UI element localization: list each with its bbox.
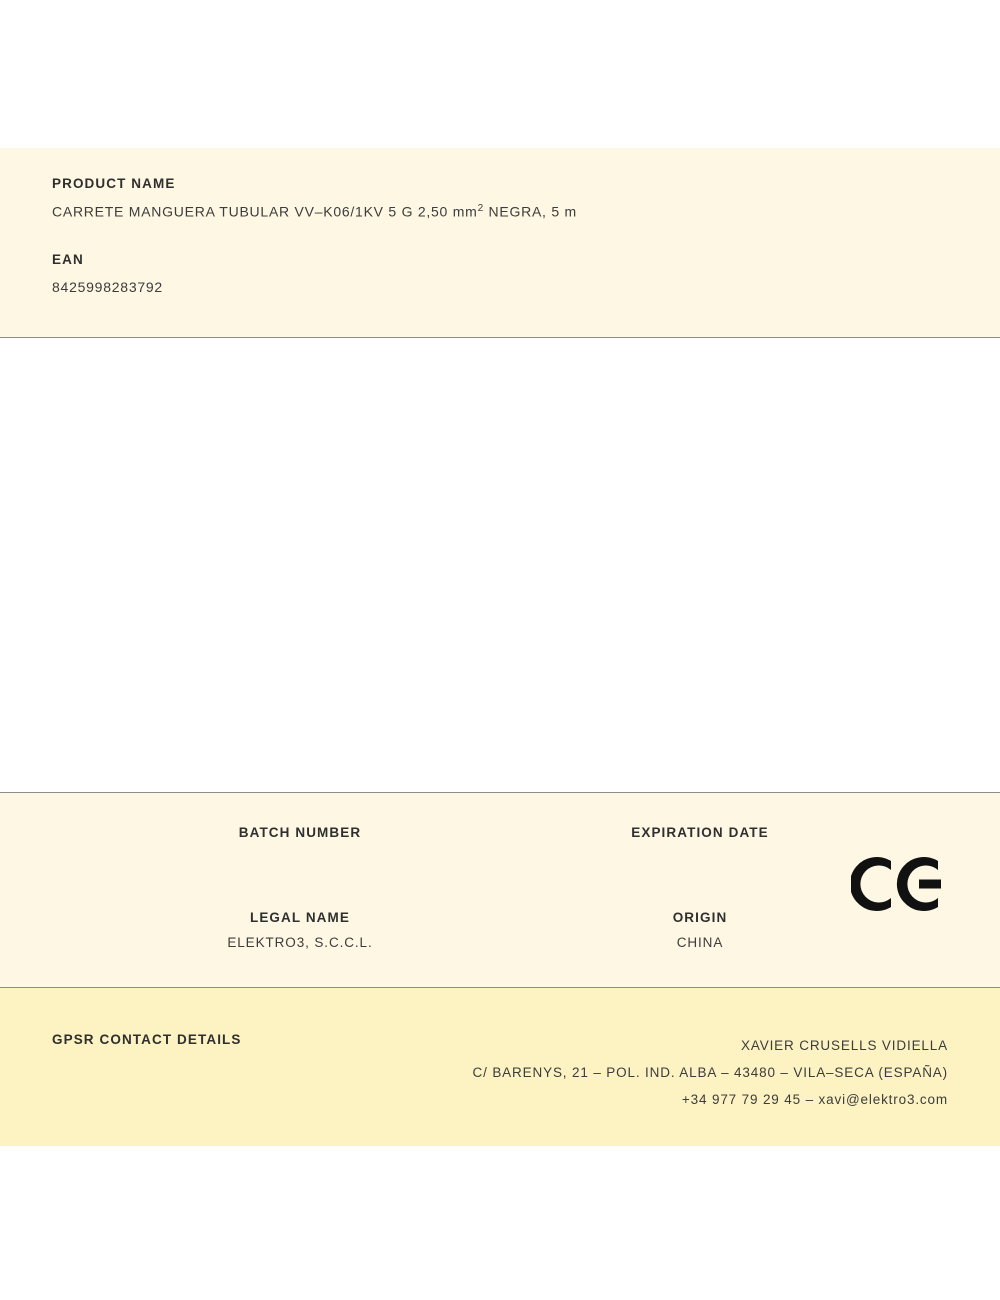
gpsr-block <box>0 988 1000 1146</box>
legal-name-label: LEGAL NAME <box>249 910 350 925</box>
gpsr-contact-phone-email: +34 977 79 29 45 – xavi@elektro3.com <box>681 1092 948 1107</box>
gpsr-contact-lines <box>473 1032 948 1113</box>
gpsr-contact-label: GPSR CONTACT DETAILS <box>52 1032 242 1047</box>
batch-legal-grid <box>0 793 1000 950</box>
batch-number-cell <box>100 825 500 840</box>
batch-values-row <box>0 840 1000 850</box>
legal-header-row <box>0 850 1000 925</box>
field-gap <box>52 220 948 252</box>
gpsr-contact-address: C/ BARENYS, 21 – POL. IND. ALBA – 43480 – VILA–SECA (ESPAÑA) <box>472 1065 948 1080</box>
product-name-label: PRODUCT NAME <box>52 176 176 191</box>
origin-value-cell <box>500 935 900 950</box>
product-name-tail: NEGRA, 5 m <box>483 203 577 220</box>
image-placeholder-area <box>0 338 1000 792</box>
expiration-date-label: EXPIRATION DATE <box>631 825 769 840</box>
expiration-date-cell <box>500 825 900 840</box>
ean-value: 8425998283792 <box>52 278 163 295</box>
ean-label: EAN <box>52 251 84 267</box>
legal-values-row <box>0 925 1000 950</box>
origin-label: ORIGIN <box>672 910 728 925</box>
batch-number-label: BATCH NUMBER <box>238 825 362 840</box>
origin-cell <box>500 910 900 925</box>
origin-value: CHINA <box>676 935 724 950</box>
page-bottom-margin <box>0 1146 1000 1300</box>
ce-marking-icon <box>851 853 946 915</box>
batch-legal-block <box>0 792 1000 988</box>
product-info-inner <box>0 148 1000 295</box>
product-name-value <box>52 203 948 220</box>
product-info-block <box>0 148 1000 338</box>
product-name-superscript: 2 <box>477 203 484 214</box>
legal-name-cell <box>100 910 500 925</box>
legal-name-value: ELEKTRO3, S.C.C.L. <box>227 935 373 950</box>
batch-header-row <box>0 793 1000 840</box>
gpsr-inner <box>0 988 1000 1113</box>
legal-name-value-cell <box>100 935 500 950</box>
gpsr-contact-name: XAVIER CRUSELLS VIDIELLA <box>741 1038 948 1053</box>
product-name-main: CARRETE MANGUERA TUBULAR VV–K06/1KV 5 G 2,50 mm <box>52 203 478 220</box>
